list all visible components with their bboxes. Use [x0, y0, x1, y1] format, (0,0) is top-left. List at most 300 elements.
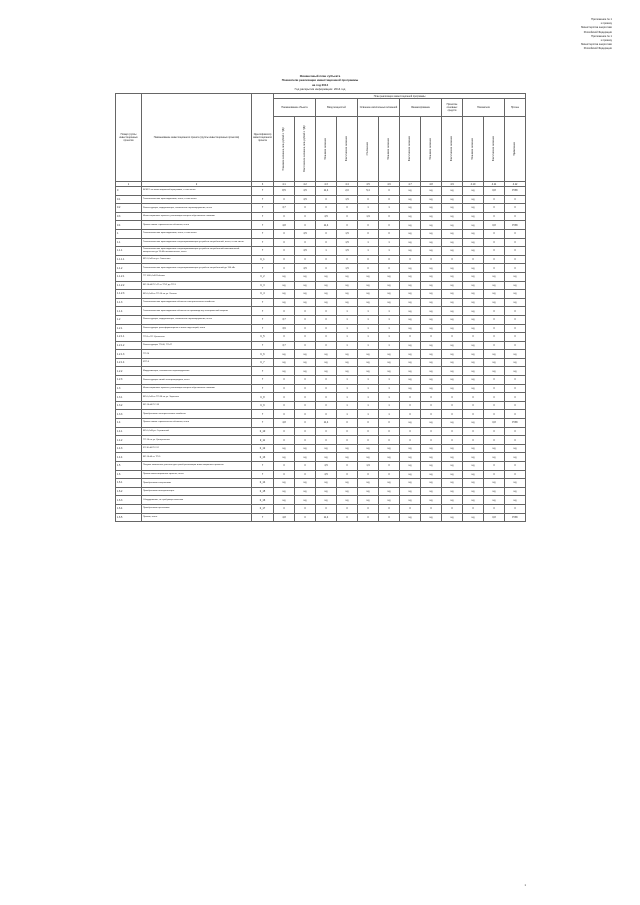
row-value: 4,5: [316, 462, 337, 471]
row-value: 0: [358, 264, 379, 273]
row-value: нд: [379, 444, 400, 453]
row-value: 0: [274, 229, 295, 238]
row-value: нд: [442, 487, 463, 496]
column-index: 4.5: [358, 182, 379, 187]
row-value: нд: [442, 315, 463, 324]
row-name: Технологическое присоединение объектов электросетевого хозяйства: [142, 298, 252, 307]
row-code: 1.6.3: [116, 496, 142, 505]
row-value: 0: [358, 229, 379, 238]
row-value: 0: [274, 376, 295, 385]
row-value: нд: [484, 496, 505, 505]
row-code: 1.2.1.4: [116, 358, 142, 367]
table-row: [116, 462, 526, 471]
row-value: 1: [379, 376, 400, 385]
row-value: 0: [484, 204, 505, 213]
row-value: 0: [505, 255, 526, 264]
column-header-label: Плановое значение: [323, 137, 327, 160]
row-value: нд: [316, 350, 337, 359]
row-name: ВЛ 0,4 кВ по ул. Советская: [142, 255, 252, 264]
row-code: 1.4.3: [116, 444, 142, 453]
row-id: Г: [252, 204, 274, 213]
row-code: 1.1.2: [116, 264, 142, 273]
row-value: 0: [400, 504, 421, 513]
row-value: 1: [379, 307, 400, 316]
row-value: 4,8: [274, 419, 295, 428]
row-code: 1.3.1: [116, 393, 142, 402]
row-value: 0: [421, 333, 442, 342]
approval-note-line: Приложение № 1: [591, 34, 612, 38]
row-name: Реконструкция трансформаторных и иных подстанций, всего: [142, 324, 252, 333]
row-value: 1: [358, 324, 379, 333]
row-value: 0: [274, 238, 295, 247]
row-value: нд: [505, 281, 526, 290]
row-value: нд: [337, 487, 358, 496]
row-name: ВЛ-10 кВ ПС-47 от ТП-2 до ТП-3: [142, 281, 252, 290]
row-value: 0: [358, 419, 379, 428]
row-value: нд: [484, 367, 505, 376]
row-value: нд: [400, 315, 421, 324]
row-value: нд: [358, 487, 379, 496]
row-value: 0: [295, 212, 316, 221]
row-value: 0: [316, 229, 337, 238]
row-id: К_2: [252, 272, 274, 281]
row-value: 1: [337, 315, 358, 324]
row-value: 0: [442, 255, 463, 264]
column-index: 3: [252, 182, 274, 187]
row-value: 1: [379, 238, 400, 247]
row-value: нд: [337, 444, 358, 453]
row-value: нд: [421, 470, 442, 479]
row-value: 1,5: [337, 264, 358, 273]
column-group-header: Принятие основных средств: [442, 99, 463, 117]
row-value: нд: [463, 470, 484, 479]
row-value: нд: [442, 195, 463, 204]
row-value: 4,5: [295, 264, 316, 273]
row-value: нд: [463, 272, 484, 281]
row-value: 0: [484, 470, 505, 479]
row-value: 0: [505, 401, 526, 410]
row-value: нд: [295, 290, 316, 299]
row-value: 0: [400, 427, 421, 436]
column-header: [442, 117, 463, 182]
row-id: Г: [252, 221, 274, 230]
row-value: нд: [421, 298, 442, 307]
row-value: нд: [316, 367, 337, 376]
row-value: 0: [400, 401, 421, 410]
row-name: ВЛ-0,4 кВ от ТП-36 по ул. Заречная: [142, 393, 252, 402]
row-name: Модернизация, техническое перевооружение: [142, 367, 252, 376]
row-value: нд: [421, 376, 442, 385]
row-value: 0: [337, 204, 358, 213]
row-value: 0: [505, 504, 526, 513]
row-value: нд: [484, 444, 505, 453]
row-value: 0: [295, 504, 316, 513]
row-value: нд: [337, 272, 358, 281]
row-value: нд: [463, 341, 484, 350]
row-value: нд: [274, 453, 295, 462]
row-value: 0: [316, 195, 337, 204]
row-id: Г: [252, 264, 274, 273]
row-value: нд: [463, 487, 484, 496]
row-value: нд: [421, 247, 442, 256]
row-name: Технологическое присоединение, всего, в том числе:: [142, 229, 252, 238]
row-value: 1: [337, 376, 358, 385]
row-id: К_16: [252, 496, 274, 505]
row-value: нд: [463, 195, 484, 204]
row-value: нд: [463, 238, 484, 247]
row-value: 0: [295, 333, 316, 342]
row-value: нд: [463, 350, 484, 359]
row-value: 0: [316, 324, 337, 333]
row-name: Прочие, всего: [142, 513, 252, 522]
row-code: 0.2: [116, 204, 142, 213]
row-value: нд: [484, 298, 505, 307]
row-value: нд: [400, 341, 421, 350]
table-row: [116, 419, 526, 428]
row-value: нд: [358, 479, 379, 488]
row-value: нд: [337, 358, 358, 367]
row-id: К_7: [252, 358, 274, 367]
row-value: 0: [274, 427, 295, 436]
row-value: нд: [295, 350, 316, 359]
row-value: 0,8: [484, 221, 505, 230]
row-value: 0: [484, 410, 505, 419]
row-value: нд: [358, 358, 379, 367]
row-value: нд: [400, 324, 421, 333]
row-value: 0: [505, 333, 526, 342]
row-value: нд: [463, 376, 484, 385]
row-value: нд: [442, 419, 463, 428]
row-value: нд: [421, 315, 442, 324]
row-name: Технологическое присоединение энергопринимающих устройств потребителей, всего, в том числе:: [142, 238, 252, 247]
column-index: 4.10: [463, 182, 484, 187]
table-row: [116, 247, 526, 256]
row-value: 0: [505, 238, 526, 247]
row-value: нд: [337, 298, 358, 307]
row-code: 1.1.4: [116, 307, 142, 316]
row-value: 0: [295, 393, 316, 402]
row-value: нд: [463, 264, 484, 273]
row-value: 0: [358, 255, 379, 264]
row-value: нд: [295, 444, 316, 453]
row-value: 1: [379, 324, 400, 333]
row-value: 0: [484, 436, 505, 445]
row-value: 1: [379, 204, 400, 213]
row-value: нд: [316, 298, 337, 307]
row-value: 0: [295, 513, 316, 522]
row-value: нд: [442, 367, 463, 376]
row-code: 1.3: [116, 384, 142, 393]
row-value: 0: [463, 436, 484, 445]
row-code: 1.1.1.1: [116, 255, 142, 264]
row-id: Г: [252, 238, 274, 247]
row-value: нд: [400, 281, 421, 290]
row-value: нд: [400, 247, 421, 256]
row-value: 0: [484, 315, 505, 324]
row-value: нд: [379, 496, 400, 505]
row-value: нд: [442, 272, 463, 281]
column-header: [463, 117, 484, 182]
table-row: [116, 401, 526, 410]
row-value: нд: [442, 324, 463, 333]
column-header-label: Плановое значение: [470, 137, 474, 160]
row-value: 1,5: [337, 238, 358, 247]
row-name: Реконструкция линий электропередачи, всего: [142, 376, 252, 385]
table-row: [116, 187, 526, 196]
row-value: 0: [421, 436, 442, 445]
row-value: нд: [442, 238, 463, 247]
table-row: [116, 496, 526, 505]
column-header: [295, 117, 316, 182]
document-title: [0, 74, 640, 91]
row-value: 0: [442, 333, 463, 342]
approval-note-line: Приложение № 1: [591, 18, 612, 21]
page-number: 1: [524, 884, 526, 887]
row-value: 0: [400, 393, 421, 402]
column-group-header: Прочее: [505, 99, 526, 117]
row-value: нд: [442, 281, 463, 290]
row-value: 0: [505, 436, 526, 445]
row-value: 4,5: [316, 212, 337, 221]
row-value: 0: [337, 221, 358, 230]
row-id: К_6: [252, 350, 274, 359]
table-row: [116, 212, 526, 221]
row-value: 0: [463, 504, 484, 513]
row-value: нд: [400, 221, 421, 230]
column-header-label: Плановое значение: [428, 137, 432, 160]
table-header: [116, 94, 526, 187]
row-value: нд: [400, 367, 421, 376]
row-value: 0: [316, 204, 337, 213]
row-id: Г: [252, 513, 274, 522]
row-value: 1: [358, 315, 379, 324]
row-code: 0: [116, 187, 142, 196]
row-code: 1.2.2: [116, 367, 142, 376]
row-value: 0: [484, 376, 505, 385]
table-row: [116, 444, 526, 453]
row-value: 0: [442, 427, 463, 436]
row-value: нд: [421, 384, 442, 393]
row-value: 0: [316, 393, 337, 402]
column-group-header: Наименование объекта: [274, 99, 316, 117]
row-value: 0: [316, 401, 337, 410]
row-value: нд: [421, 204, 442, 213]
row-id: К_17: [252, 504, 274, 513]
row-value: нд: [421, 281, 442, 290]
row-value: нд: [316, 272, 337, 281]
row-value: 1,5: [337, 195, 358, 204]
table-row: [116, 272, 526, 281]
row-value: 0: [379, 513, 400, 522]
row-value: 3,7: [274, 204, 295, 213]
row-value: нд: [337, 496, 358, 505]
row-value: 0: [379, 462, 400, 471]
row-value: 4,8: [274, 513, 295, 522]
row-value: нд: [316, 487, 337, 496]
row-value: нд: [400, 384, 421, 393]
row-value: нд: [442, 453, 463, 462]
row-value: нд: [295, 487, 316, 496]
row-value: 0: [295, 384, 316, 393]
table-row: [116, 298, 526, 307]
row-value: 0: [274, 504, 295, 513]
header-name: Наименование инвестиционного проекта (группы инвестиционных проектов): [142, 94, 252, 182]
table-row: [116, 427, 526, 436]
row-value: нд: [274, 444, 295, 453]
row-value: нд: [400, 195, 421, 204]
row-value: нд: [400, 376, 421, 385]
row-name: ТП-14 на ул. Центральная: [142, 436, 252, 445]
row-value: 1: [379, 315, 400, 324]
row-value: нд: [421, 419, 442, 428]
row-value: нд: [442, 358, 463, 367]
row-code: 1.6: [116, 470, 142, 479]
row-code: 1.2: [116, 315, 142, 324]
row-value: 0: [295, 470, 316, 479]
row-value: нд: [421, 367, 442, 376]
row-value: нд: [442, 298, 463, 307]
row-value: нд: [463, 290, 484, 299]
row-value: нд: [400, 298, 421, 307]
row-value: Р=Вт: [505, 513, 526, 522]
row-value: 0: [358, 513, 379, 522]
row-value: 0: [484, 238, 505, 247]
approval-note-line: Российской Федерации: [583, 47, 612, 51]
row-value: нд: [463, 315, 484, 324]
row-value: нд: [463, 204, 484, 213]
row-value: 0: [316, 333, 337, 342]
row-code: 1.3.2: [116, 401, 142, 410]
row-value: 0,8: [484, 187, 505, 196]
row-value: нд: [274, 496, 295, 505]
row-value: 3,7: [274, 315, 295, 324]
row-value: нд: [379, 290, 400, 299]
row-id: Г: [252, 229, 274, 238]
row-value: нд: [274, 350, 295, 359]
header-band: План реализации инвестиционной программы: [274, 94, 526, 99]
row-name: КЛ-10 кВ ПС-12: [142, 444, 252, 453]
row-value: 1: [358, 333, 379, 342]
row-value: 11,4: [316, 419, 337, 428]
row-value: нд: [421, 324, 442, 333]
row-value: нд: [358, 367, 379, 376]
column-header: [316, 117, 337, 182]
row-value: 0: [295, 436, 316, 445]
row-code: 1.2.1.2: [116, 341, 142, 350]
row-value: нд: [421, 264, 442, 273]
row-value: 0: [505, 376, 526, 385]
row-value: нд: [463, 307, 484, 316]
row-value: 1: [358, 401, 379, 410]
row-value: нд: [400, 513, 421, 522]
row-value: 0: [421, 504, 442, 513]
row-value: 0: [295, 255, 316, 264]
row-value: нд: [505, 358, 526, 367]
row-value: 0: [337, 513, 358, 522]
row-value: нд: [442, 204, 463, 213]
row-value: нд: [463, 453, 484, 462]
row-value: 1: [358, 393, 379, 402]
row-value: 0: [421, 410, 442, 419]
row-value: нд: [316, 290, 337, 299]
row-value: 1: [358, 247, 379, 256]
row-id: Г: [252, 410, 274, 419]
row-value: нд: [442, 341, 463, 350]
row-value: 0: [358, 470, 379, 479]
column-header-label: Фактическое значение, млн рублей с НДС: [302, 125, 306, 172]
row-value: нд: [274, 367, 295, 376]
row-id: Г: [252, 298, 274, 307]
row-code: 1.3.3: [116, 410, 142, 419]
row-value: нд: [400, 187, 421, 196]
row-name: ВЛ-10 кВ от ТП-5: [142, 453, 252, 462]
row-value: 0: [505, 195, 526, 204]
row-value: 0: [463, 255, 484, 264]
row-value: 0: [463, 427, 484, 436]
row-value: 0: [379, 229, 400, 238]
column-header: [274, 117, 295, 182]
row-id: Г: [252, 195, 274, 204]
row-id: Г: [252, 341, 274, 350]
table-row: [116, 393, 526, 402]
row-value: нд: [358, 298, 379, 307]
row-id: К_15: [252, 487, 274, 496]
table-row: [116, 333, 526, 342]
row-value: 1: [379, 384, 400, 393]
row-value: 0: [316, 410, 337, 419]
row-value: нд: [337, 290, 358, 299]
row-value: нд: [484, 453, 505, 462]
row-value: нд: [421, 453, 442, 462]
row-value: 0: [274, 470, 295, 479]
table-row: [116, 376, 526, 385]
row-value: нд: [463, 187, 484, 196]
row-value: нд: [484, 272, 505, 281]
row-value: нд: [442, 444, 463, 453]
row-id: Г: [252, 307, 274, 316]
row-value: 0: [463, 393, 484, 402]
row-value: нд: [337, 367, 358, 376]
row-name: Покупка земельных участков для целей реализации инвестиционных проектов: [142, 462, 252, 471]
row-value: 0: [379, 504, 400, 513]
row-value: 0: [337, 504, 358, 513]
row-value: нд: [463, 444, 484, 453]
row-value: нд: [505, 350, 526, 359]
row-value: 0: [295, 221, 316, 230]
row-value: нд: [295, 272, 316, 281]
column-index: 4.12: [505, 182, 526, 187]
column-header: [337, 117, 358, 182]
row-value: 0: [316, 255, 337, 264]
row-value: 0: [421, 255, 442, 264]
row-id: К_5: [252, 333, 274, 342]
row-value: нд: [505, 298, 526, 307]
row-value: нд: [400, 307, 421, 316]
row-value: 0: [274, 410, 295, 419]
row-name: Реконструкция, модернизация, техническое перевооружение, всего: [142, 315, 252, 324]
row-name: ВСЕГО по инвестиционной программе, в том числе:: [142, 187, 252, 196]
row-value: 4,8: [274, 221, 295, 230]
row-id: Г: [252, 367, 274, 376]
row-value: 0: [463, 410, 484, 419]
header-code: Номер группы инвестиционных проектов: [116, 94, 142, 182]
row-value: нд: [442, 247, 463, 256]
row-value: 0: [484, 212, 505, 221]
row-value: 0: [505, 470, 526, 479]
row-value: нд: [505, 367, 526, 376]
row-value: 0: [421, 393, 442, 402]
row-value: 0: [442, 393, 463, 402]
